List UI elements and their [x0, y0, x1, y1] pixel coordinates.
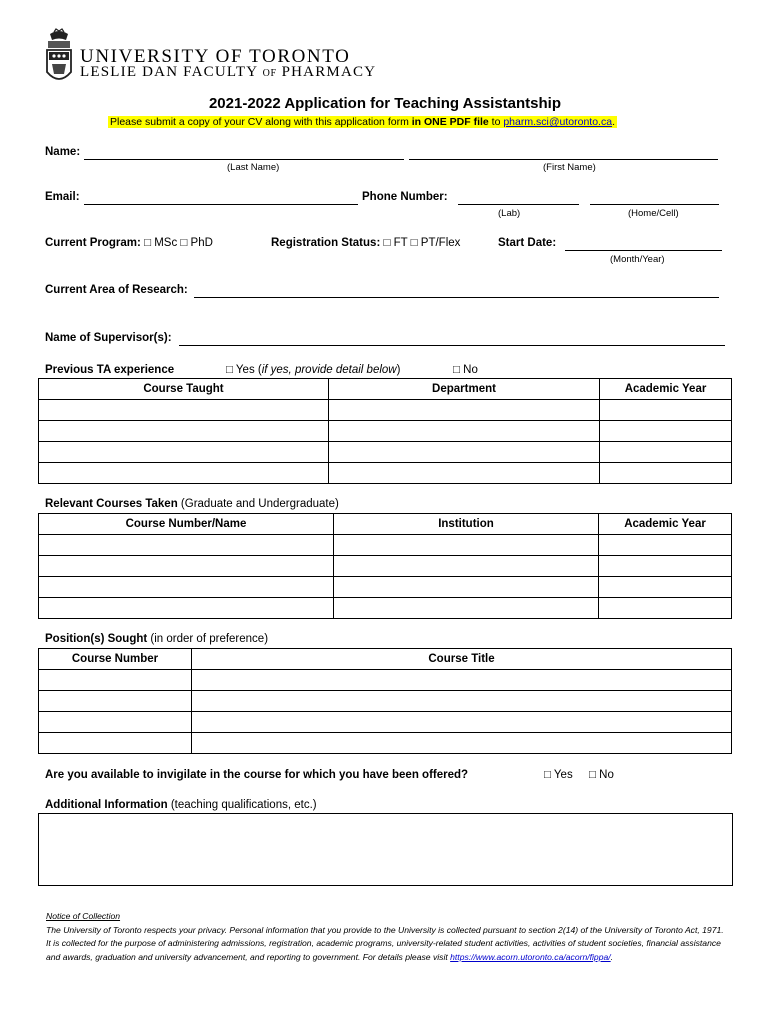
- notice-heading: Notice of Collection: [46, 911, 121, 921]
- email-field[interactable]: [84, 204, 358, 205]
- name-label: Name:: [45, 146, 81, 158]
- table-row: [39, 670, 732, 691]
- invigilate-no-option[interactable]: □ No: [589, 769, 614, 781]
- home-cell-phone-field[interactable]: [590, 204, 719, 205]
- table-row: [39, 577, 732, 598]
- email-label: Email:: [45, 191, 80, 203]
- fippa-link[interactable]: https://www.acorn.utoronto.ca/acorn/fippa/: [450, 951, 611, 962]
- table-row: [39, 598, 732, 619]
- start-date-field[interactable]: [565, 250, 722, 251]
- column-header: Department: [329, 379, 600, 400]
- positions-table: [38, 648, 732, 754]
- notice-body: The University of Toronto respects your privacy. Personal information that you provide to the University is collected pursuant to section 2(14) of the University of Toronto Act, 1971. It is collected for the purpose of administering admissions, registration, academic programs, university-related student activities, activities of student societies, financial assistance and awards, graduation and university advancement, and reporting to government. For details please visit: [46, 924, 724, 962]
- start-date-label: Start Date:: [498, 237, 557, 249]
- column-header: Course Number: [39, 649, 192, 670]
- home-cell-caption: (Home/Cell): [628, 208, 679, 219]
- column-header: Academic Year: [600, 379, 732, 400]
- university-name: UNIVERSITY OF TORONTO: [80, 46, 351, 67]
- month-year-caption: (Month/Year): [610, 254, 665, 265]
- column-header: Course Title: [192, 649, 732, 670]
- registration-status-options[interactable]: □ FT □ PT/Flex: [383, 237, 461, 249]
- phone-label: Phone Number:: [362, 191, 448, 203]
- table-row: [39, 463, 732, 484]
- first-name-field[interactable]: [409, 159, 718, 160]
- invigilate-yes-option[interactable]: □ Yes: [544, 769, 573, 781]
- registration-status-label: Registration Status: □ FT □ PT/Flex: [271, 237, 461, 249]
- table-row: [39, 733, 732, 754]
- ta-yes-option[interactable]: □ Yes (if yes, provide detail below): [226, 364, 401, 376]
- courses-taken-label: Relevant Courses Taken (Graduate and Undergraduate): [45, 498, 339, 510]
- table-row: [39, 556, 732, 577]
- program-label: Current Program: □ MSc □ PhD: [45, 237, 213, 249]
- last-name-caption: (Last Name): [227, 162, 280, 173]
- positions-label: Position(s) Sought (in order of preference): [45, 633, 269, 645]
- invigilate-question: Are you available to invigilate in the course for which you have been offered?: [45, 769, 469, 781]
- column-header: Course Taught: [39, 379, 329, 400]
- ta-experience-label: Previous TA experience: [45, 364, 175, 376]
- faculty-name: LESLIE DAN FACULTY OF PHARMACY: [80, 64, 377, 80]
- table-row: [39, 712, 732, 733]
- lab-phone-field[interactable]: [458, 204, 579, 205]
- table-row: [39, 400, 732, 421]
- table-row: [39, 691, 732, 712]
- table-row: [39, 421, 732, 442]
- supervisor-field[interactable]: [179, 345, 725, 346]
- additional-info-label: Additional Information (teaching qualifications, etc.): [45, 799, 317, 811]
- column-header: Academic Year: [599, 514, 732, 535]
- ta-experience-table: [38, 378, 732, 484]
- column-header: Institution: [334, 514, 599, 535]
- additional-info-box[interactable]: [38, 813, 733, 886]
- notice-of-collection: Notice of Collection The University of Toronto respects your privacy. Personal information that you provide to the University is collected pursuant to section 2(14) of the University of Toronto Act, 1971. It is collected for the purpose of administering admissions, registration, academic programs, university-related student activities, activities of student societies, financial assistance and awards, graduation and university advancement, and reporting to government. For details please visit https://www.acorn.utoronto.ca/acorn/fippa/.: [46, 910, 726, 964]
- table-row: [39, 535, 732, 556]
- lab-caption: (Lab): [498, 208, 521, 219]
- email-link[interactable]: pharm.sci@utoronto.ca: [503, 116, 613, 128]
- supervisor-label: Name of Supervisor(s):: [45, 332, 172, 344]
- research-field[interactable]: [194, 297, 719, 298]
- first-name-caption: (First Name): [543, 162, 596, 173]
- research-label: Current Area of Research:: [45, 284, 188, 296]
- ta-no-option[interactable]: □ No: [453, 364, 478, 376]
- form-title: 2021-2022 Application for Teaching Assistantship: [208, 95, 562, 112]
- submission-instruction: Please submit a copy of your CV along with this application form in ONE PDF file to pharm.sci@utoronto.ca.: [110, 116, 615, 128]
- university-crest-logo: [44, 28, 74, 90]
- table-row: [39, 442, 732, 463]
- program-options[interactable]: □ MSc □ PhD: [144, 237, 213, 249]
- last-name-field[interactable]: [84, 159, 404, 160]
- courses-taken-table: [38, 513, 732, 619]
- column-header: Course Number/Name: [39, 514, 334, 535]
